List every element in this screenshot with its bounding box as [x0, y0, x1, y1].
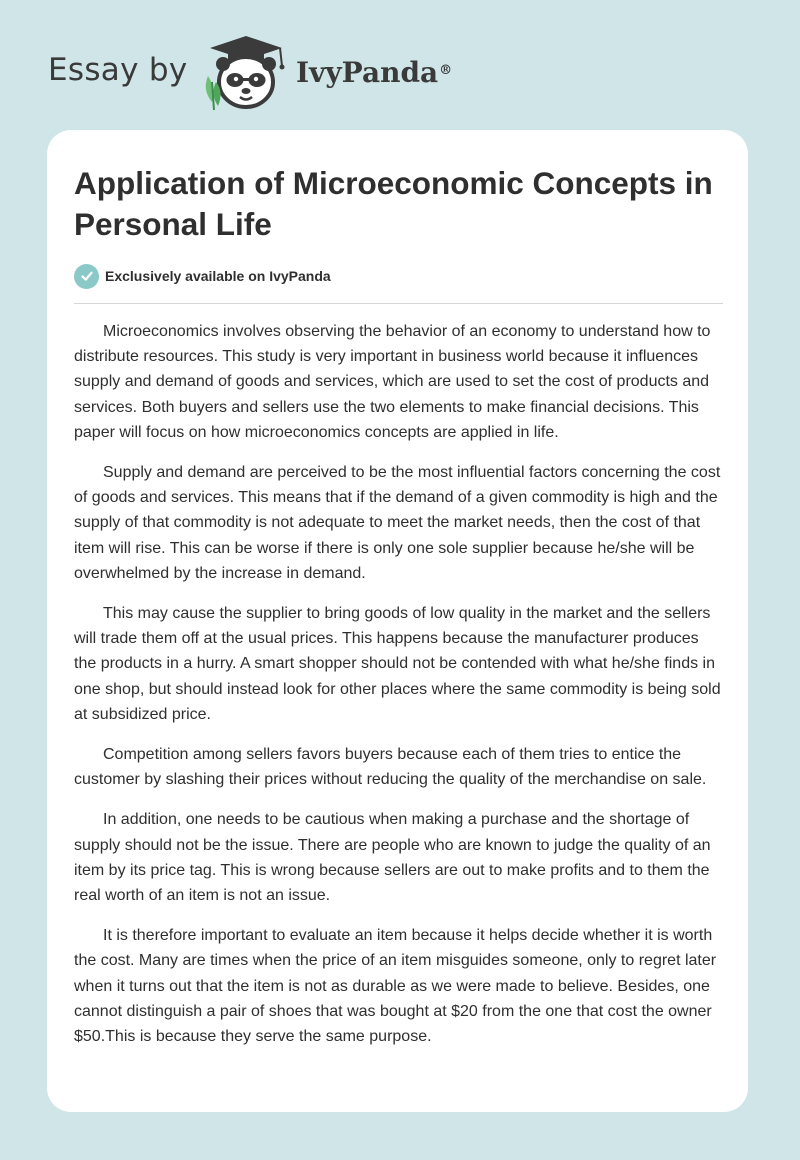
paragraph: It is therefore important to evaluate an item because it helps decide whether it is worth the cost. Many are times when the price of an item misguides someone, only to regret later when it turns out that the item is not as durable as we were made to believe. Besides, one cannot distinguish a pair of shoes that was bought at $20 from the one that cost the owner $50.This is because they serve the same purpose. [74, 927, 717, 1046]
paragraph: In addition, one needs to be cautious when making a purchase and the shortage of supply should not be the issue. There are people who are known to judge the quality of an item by its price tag. This is wrong because sellers are out to make profits and to them the real worth of an item is not an issue. [74, 811, 711, 905]
check-circle-icon [74, 264, 99, 289]
paragraph: Microeconomics involves observing the behavior of an economy to understand how to distribute resources. This study is very important in business world because it influences supply and demand of goods and services, which are used to set the cost of products and services. Both buyers and sellers use the two elements to make financial decisions. This paper will focus on how microeconomics concepts are applied in life. [74, 323, 711, 441]
title-divider [74, 303, 723, 304]
exclusive-badge [74, 263, 331, 289]
essay-card [47, 130, 748, 1112]
exclusive-badge-label: Exclusively available on IvyPanda [105, 268, 331, 284]
paragraph: Competition among sellers favors buyers because each of them tries to entice the customer by slashing their prices without reducing the quality of the merchandise on sale. [74, 746, 707, 789]
paragraph: This may cause the supplier to bring goods of low quality in the market and the sellers will trade them off at the usual prices. This happens because the manufacturer produces the products in a hurry. A smart shopper should not be contended with what he/she finds in one shop, but should instead look for other places where the same commodity is being sold at subsidized price. [74, 605, 721, 723]
essay-by-label: Essay by [48, 52, 188, 88]
registered-mark: ® [439, 63, 453, 78]
brand-text: IvyPanda [296, 56, 439, 89]
page-title: Application of Microeconomic Concepts in Personal Life [74, 165, 713, 242]
brand-name[interactable] [296, 55, 452, 91]
panda-graduate-icon[interactable] [200, 32, 292, 112]
essay-body [74, 319, 724, 1064]
paragraph: Supply and demand are perceived to be the most influential factors concerning the cost of goods and services. This means that if the demand of a given commodity is high and the supply of that commodity is not adequate to meet the market needs, then the cost of that item will rise. This can be worse if there is only one sole supplier because he/she will be overwhelmed by the increase in demand. [74, 464, 721, 582]
site-header [0, 0, 800, 120]
